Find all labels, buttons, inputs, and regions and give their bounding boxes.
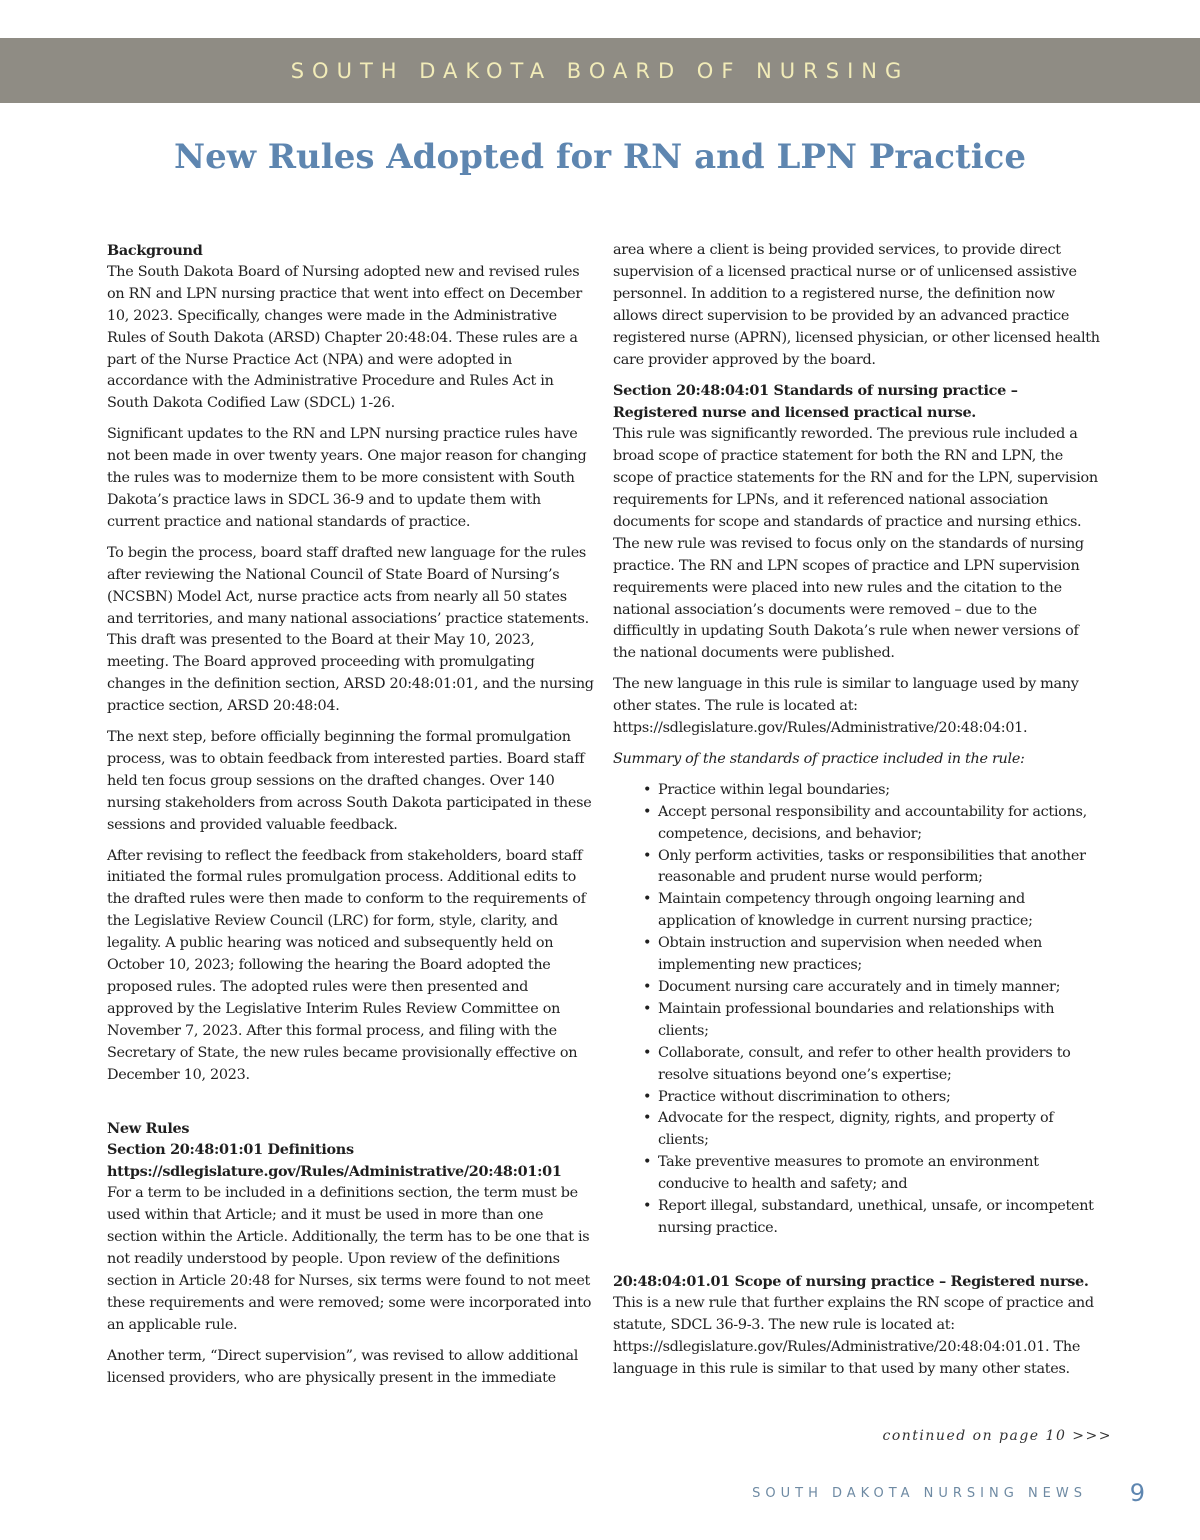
list-item: • Practice within legal boundaries;	[658, 780, 1101, 802]
list-item: • Advocate for the respect, dignity, rights, and property of clients;	[658, 1108, 1101, 1152]
paragraph: The new language in this rule is similar to language used by many other states. The rule is located at: https://sdlegislature.gov/Rules/Administrative/20:48:04:01.	[613, 676, 1079, 737]
right-column	[613, 240, 1101, 1389]
paragraph: This is a new rule that further explains the RN scope of practice and statute, SDCL 36-9-3. The new rule is located at: https://sdlegislature.gov/Rules/Administrative/20:48:04:01.01. The language in this rule is similar to that used by many other states.	[613, 1294, 1094, 1377]
list-item: • Document nursing care accurately and in timely manner;	[658, 977, 1101, 999]
page-number: 9	[1129, 1479, 1145, 1507]
scope-heading: 20:48:04:01.01 Scope of nursing practice – Registered nurse.	[613, 1272, 1089, 1290]
list-item: • Take preventive measures to promote an environment conducive to health and safety; and	[658, 1152, 1101, 1196]
paragraph: Another term, “Direct supervision”, was revised to allow additional licensed providers, who are physically present in the immediate	[107, 1347, 579, 1386]
standards-heading: Section 20:48:04:01 Standards of nursing practice – Registered nurse and licensed practical nurse.	[613, 382, 1018, 422]
new-rules-heading: New Rules	[107, 1119, 190, 1137]
publication-banner: SOUTH DAKOTA BOARD OF NURSING	[0, 38, 1200, 103]
paragraph: This rule was significantly reworded. The previous rule included a broad scope of practice statement for both the RN and LPN, the scope of practice statements for the RN and for the LPN, supervision requirements for LPNs, and it referenced national association documents for scope and standards of practice and nursing ethics. The new rule was revised to focus only on the standards of nursing practice. The RN and LPN scopes of practice and LPN supervision requirements were placed into new rules and the citation to the national association’s documents were removed – due to the difficultly in updating South Dakota’s rule when newer versions of the national documents were published.	[613, 426, 1098, 662]
paragraph: The South Dakota Board of Nursing adopted new and revised rules on RN and LPN nursing practice that went into effect on December 10, 2023. Specifically, changes were made in the Administrative Rules of South Dakota (ARSD) Chapter 20:48:04. These rules are a part of the Nurse Practice Act (NPA) and were adopted in accordance with the Administrative Procedure and Rules Act in South Dakota Codified Law (SDCL) 1-26.	[107, 263, 582, 412]
list-item: • Obtain instruction and supervision when needed when implementing new practices;	[658, 933, 1101, 977]
paragraph: For a term to be included in a definitions section, the term must be used within that Article; and it must be used in more than one section within the Article. Additionally, the term has to be one that is not readily understood by people. Upon review of the definitions section in Article 20:48 for Nurses, six terms were found to not meet these requirements and were removed; some were incorporated into an applicable rule.	[107, 1185, 592, 1333]
list-item: • Collaborate, consult, and refer to other health providers to resolve situations beyond one’s expertise;	[658, 1043, 1101, 1087]
paragraph: After revising to reflect the feedback from stakeholders, board staff initiated the formal rules promulgation process. Additional edits to the drafted rules were then made to conform to the requirements of the Legislative Review Council (LRC) for form, style, clarity, and legality. A public hearing was noticed and subsequently held on October 10, 2023; following the hearing the Board adopted the proposed rules. The adopted rules were then presented and approved by the Legislative Interim Rules Review Committee on November 7, 2023. After this formal process, and filing with the Secretary of State, the new rules became provisionally effective on December 10, 2023.	[107, 847, 586, 1083]
publication-name: SOUTH DAKOTA NURSING NEWS	[752, 1486, 1087, 1501]
paragraph: Significant updates to the RN and LPN nursing practice rules have not been made in over twenty years. One major reason for changing the rules was to modernize them to be more consistent with South Dakota’s practice laws in SDCL 36-9 and to update them with current practice and national standards of practice.	[107, 426, 587, 530]
definitions-heading: Section 20:48:01:01 Definitions https://sdlegislature.gov/Rules/Administrative/20:48:01:01	[107, 1141, 562, 1181]
standards-list	[613, 780, 1101, 1240]
list-item: • Accept personal responsibility and accountability for actions, competence, decisions, and behavior;	[658, 802, 1101, 846]
list-item: • Report illegal, substandard, unethical, unsafe, or incompetent nursing practice.	[658, 1196, 1101, 1240]
paragraph: To begin the process, board staff drafted new language for the rules after reviewing the National Council of State Board of Nursing’s (NCSBN) Model Act, nurse practice acts from nearly all 50 states and territories, and many national associations’ practice statements. This draft was presented to the Board at their May 10, 2023, meeting. The Board approved proceeding with promulgating changes in the definition section, ARSD 20:48:01:01, and the nursing practice section, ARSD 20:48:04.	[107, 544, 594, 715]
left-column	[107, 240, 595, 1398]
article-title: New Rules Adopted for RN and LPN Practice	[173, 137, 1026, 177]
list-item: • Only perform activities, tasks or responsibilities that another reasonable and prudent nurse would perform;	[658, 846, 1101, 890]
continued-note: continued on page 10 >>>	[882, 1428, 1112, 1444]
list-item: • Maintain competency through ongoing learning and application of knowledge in current nursing practice;	[658, 889, 1101, 933]
list-item: • Maintain professional boundaries and relationships with clients;	[658, 999, 1101, 1043]
summary-label: Summary of the standards of practice included in the rule:	[613, 750, 1025, 767]
list-item: • Practice without discrimination to others;	[658, 1087, 1101, 1109]
paragraph: area where a client is being provided services, to provide direct supervision of a licensed practical nurse or of unlicensed assistive personnel. In addition to a registered nurse, the definition now allows direct supervision to be provided by an advanced practice registered nurse (APRN), licensed physician, or other licensed health care provider approved by the board.	[613, 242, 1100, 368]
background-heading: Background	[107, 242, 203, 259]
paragraph: The next step, before officially beginning the formal promulgation process, was to obtain feedback from interested parties. Board staff held ten focus group sessions on the drafted changes. Over 140 nursing stakeholders from across South Dakota participated in these sessions and provided valuable feedback.	[107, 729, 592, 833]
